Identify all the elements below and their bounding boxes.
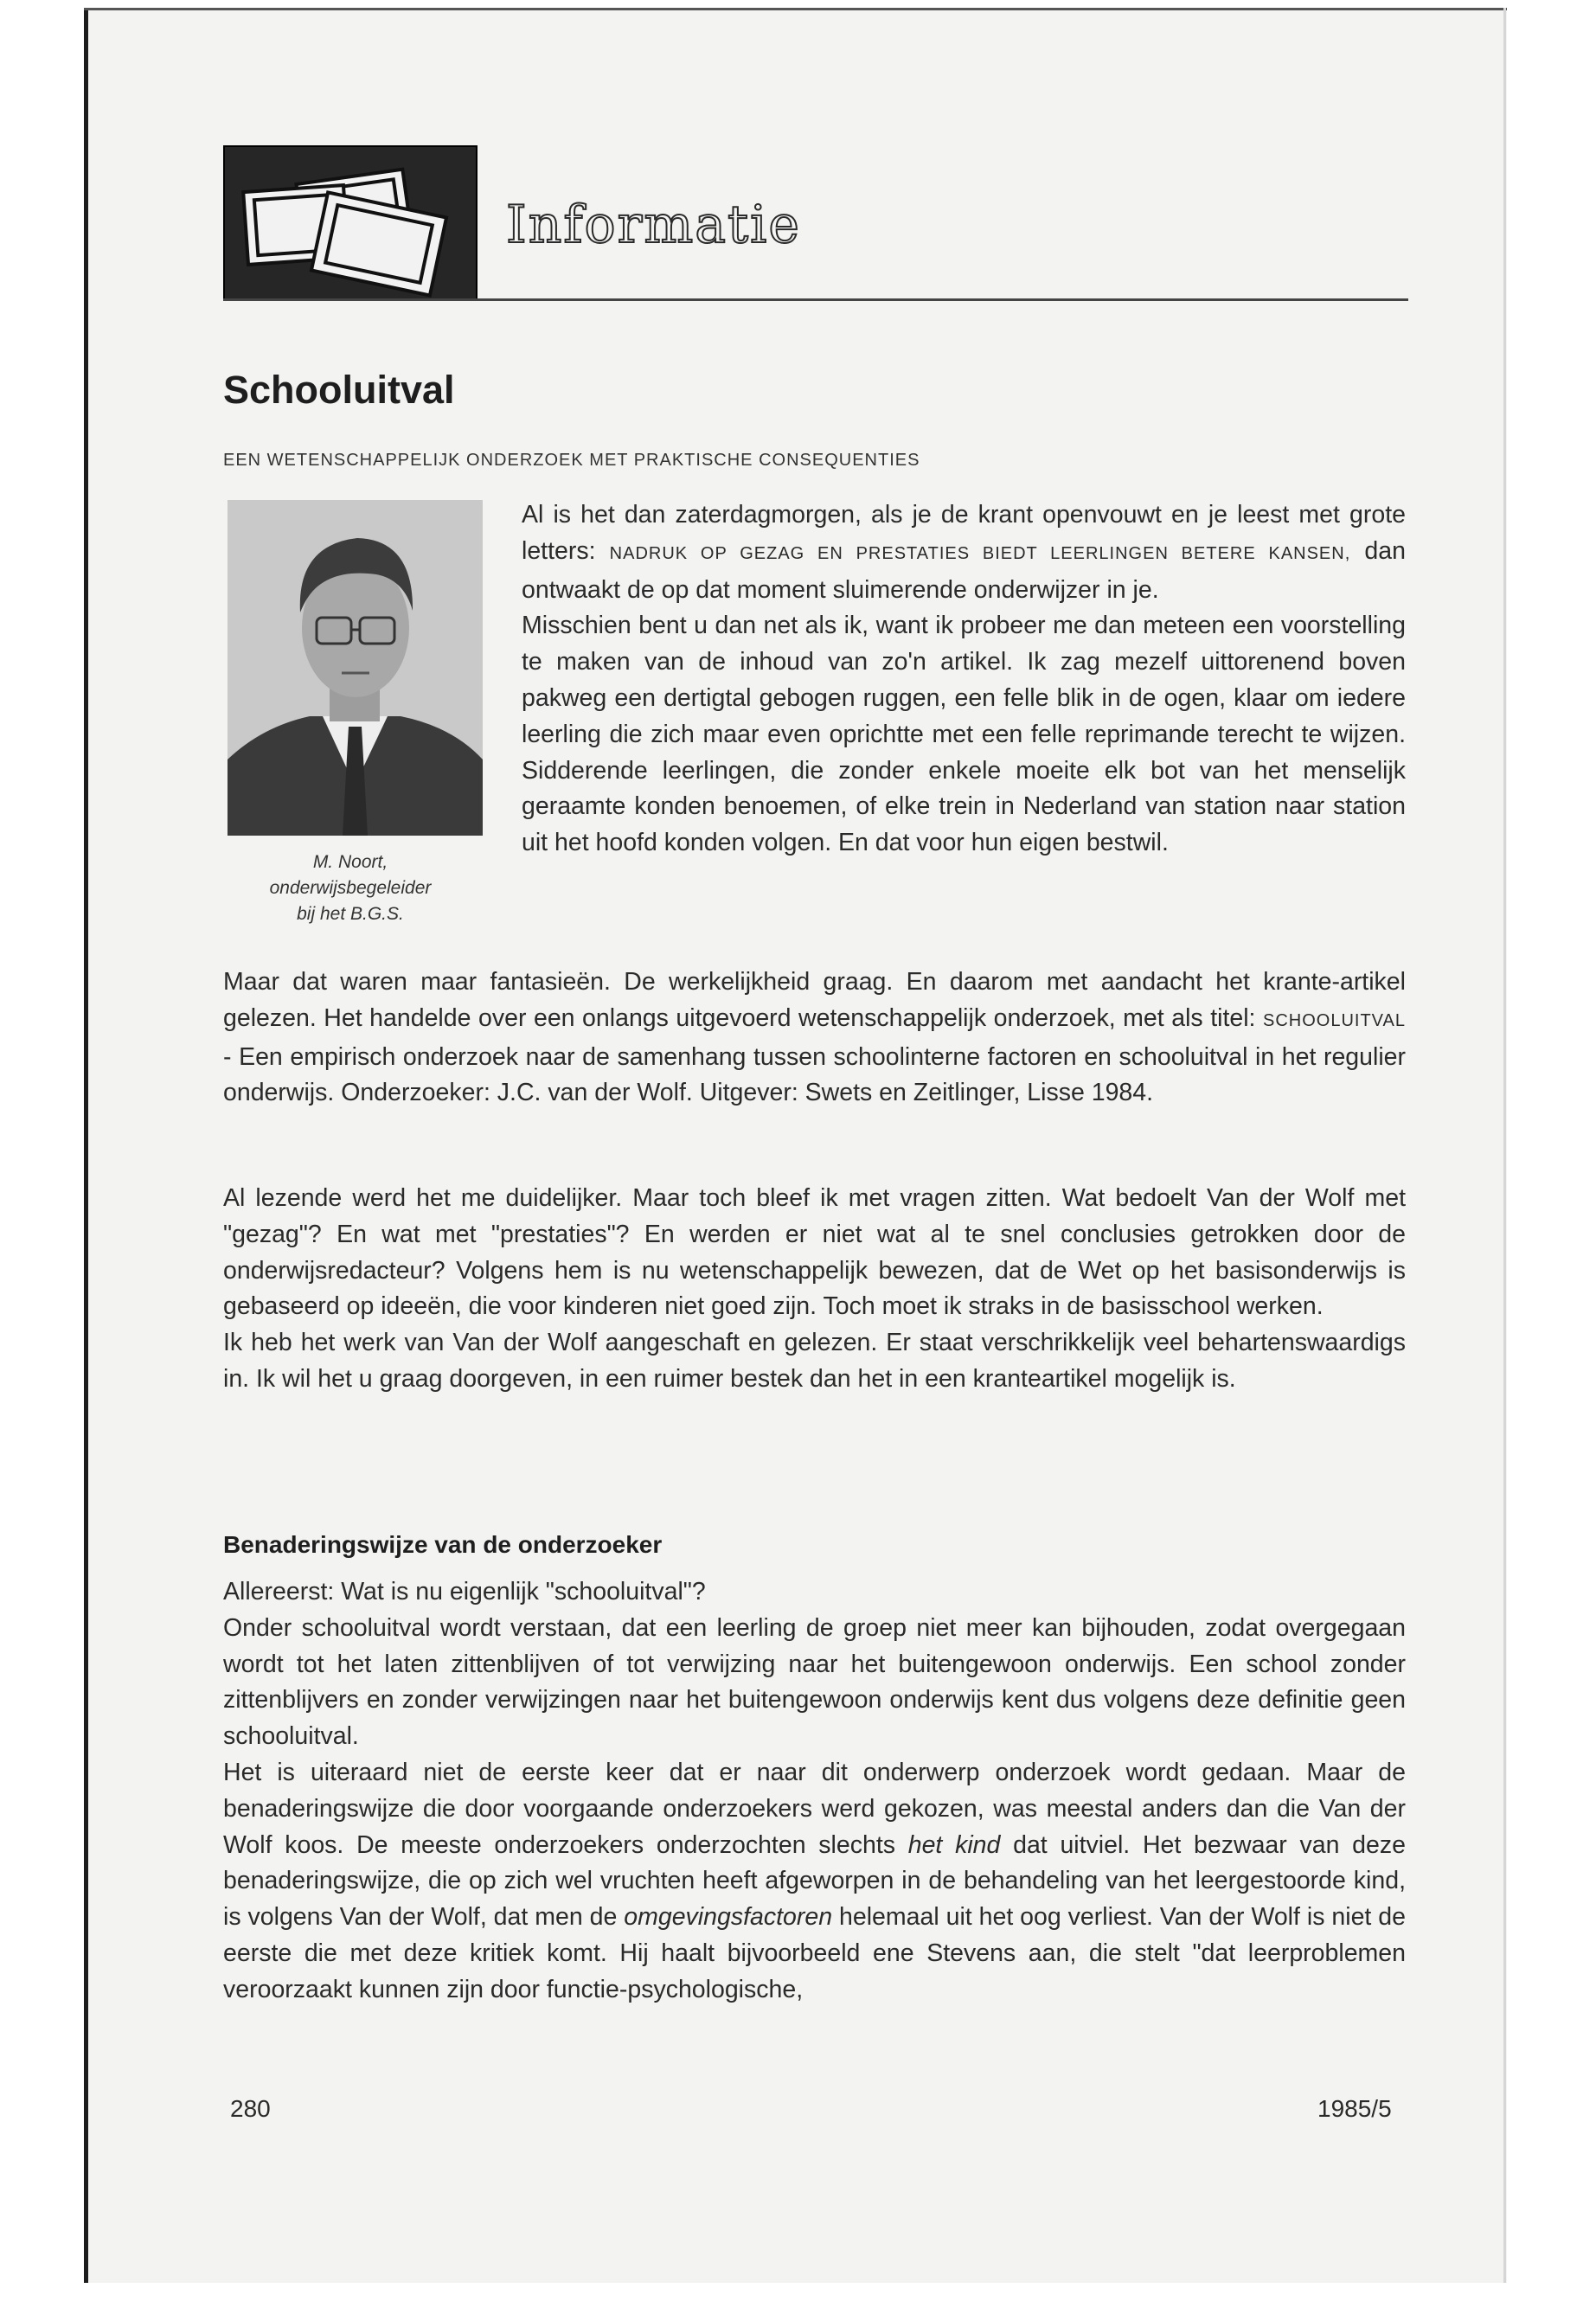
emphasis: omgevingsfactoren: [624, 1903, 833, 1932]
paragraph: [522, 497, 1406, 608]
header-rule: [223, 298, 1408, 301]
paragraph: [223, 1755, 1406, 2009]
page-right-edge: [1503, 8, 1506, 2283]
caption-name: M. Noort,: [312, 852, 388, 872]
body-text-3: [223, 1574, 1406, 2009]
article-subtitle: EEN WETENSCHAPPELIJK ONDERZOEK MET PRAKTISCHE CONSEQUENTIES: [223, 451, 920, 470]
paragraph: Ik heb het werk van Van der Wolf aangeschaft en gelezen. Er staat verschrikkelijk veel behartenswaardigs in. Ik wil het u graag doorgeven, in een ruimer bestek dan het in een kranteartikel mogelijk is.: [223, 1329, 1406, 1393]
issue-number: 1985/5: [1317, 2095, 1392, 2122]
text-run: Al is het dan zaterdagmorgen, als je de krant openvouwt en je leest met grote letters:: [522, 501, 1406, 565]
text-run: dat uitviel. Het bezwaar van deze benaderingswijze, die op zich wel vruchten heeft afgeworpen in de behandeling van het leergestoorde kind, is volgens Van der Wolf, dat men de: [223, 1830, 1406, 1932]
emphasis: het kind: [907, 1830, 1001, 1859]
informatie-logo-icon: [223, 145, 478, 300]
text-run: Het is uiteraard niet de eerste keer dat er naar dit onderwerp onderzoek wordt gedaan. Maar de benaderingswijze die door voorgaande onderzoekers werd gekozen, was meestal anders dan die Van der Wolf koos. De meeste onderzoekers onderzochten slechts: [223, 1758, 1406, 1859]
section-heading: Benaderingswijze van de onderzoeker: [223, 1531, 663, 1558]
section-title: Informatie: [506, 195, 801, 255]
text-run: helemaal uit het oog verliest. Van der Wolf is niet de eerste die met deze kritiek komt. Hij haalt bijvoorbeeld ene Stevens aan, die stelt "dat leerproblemen veroorzaakt kunnen zijn door functie-psychologische,: [223, 1903, 1406, 2003]
text-run: dan ontwaakt de op dat moment sluimerende onderwijzer in je.: [522, 536, 1406, 604]
body-text-2: [223, 1181, 1406, 1398]
caption-org: bij het B.G.S.: [297, 904, 404, 924]
body-text-1: [223, 965, 1406, 1112]
text-run: Maar dat waren maar fantasieën. De werkelijkheid graag. En daarom met aandacht het krante-artikel gelezen. Het handelde over een onlangs uitgevoerd wetenschappelijk onderzoek, met als titel:: [223, 968, 1406, 1032]
book-title-caps: SCHOOLUITVAL: [1263, 1010, 1406, 1030]
caption-role: onderwijsbegeleider: [269, 878, 432, 898]
intro-text: [522, 497, 1406, 862]
paragraph: Misschien bent u dan net als ik, want ik probeer me dan meteen een voorstelling te maken van de inhoud van zo'n artikel. Ik zag mezelf uittorenend boven pakweg een dertigtal gebogen ruggen, een felle blik in de ogen, klaar om iedere leerling die zich maar even oprichtte met een felle reprimande terecht te wijzen. Sidderende leerlingen, die zonder enkele moeite elk bot van het menselijk geraamte konden benoemen, of elke trein in Nederland van station naar station uit het hoofd konden volgen. En dat voor hun eigen bestwil.: [522, 612, 1406, 857]
paragraph: Al lezende werd het me duidelijker. Maar toch bleef ik met vragen zitten. Wat bedoelt Van der Wolf met "gezag"? En wat met "prestaties"? En werden er niet wat al te snel conclusies getrokken door de onderwijsredacteur? Volgens hem is nu wetenschappelijk bewezen, dat de Wet op het basisonderwijs is gebaseerd op ideeën, die voor kinderen niet goed zijn. Toch moet ik straks in de basisschool werken.: [223, 1184, 1406, 1321]
photo-caption: [208, 849, 493, 927]
author-photo: [228, 500, 483, 836]
text-run: - Een empirisch onderzoek naar de samenhang tussen schoolinterne factoren en schooluitval in het regulier onderwijs. Onderzoeker: J.C. van der Wolf. Uitgever: Swets en Zeitlinger, Lisse 1984.: [223, 1042, 1406, 1107]
paragraph: Onder schooluitval wordt verstaan, dat een leerling de groep niet meer kan bijhouden, zodat overgegaan wordt tot het laten zittenblijven of tot verwijzing naar het buitengewoon onderwijs. Een school zonder zittenblijvers en zonder verwijzingen naar het buitengewoon onderwijs kent dus volgens deze definitie geen schooluitval.: [223, 1613, 1406, 1751]
paragraph: [223, 965, 1406, 1112]
paragraph: Allereerst: Wat is nu eigenlijk "schooluitval"?: [223, 1578, 706, 1606]
page-number: 280: [230, 2095, 271, 2122]
headline-quote: NADRUK OP GEZAG EN PRESTATIES BIEDT LEERLINGEN BETERE KANSEN,: [609, 543, 1351, 563]
article-title: Schooluitval: [223, 368, 455, 412]
page-top-edge: [84, 8, 1507, 10]
